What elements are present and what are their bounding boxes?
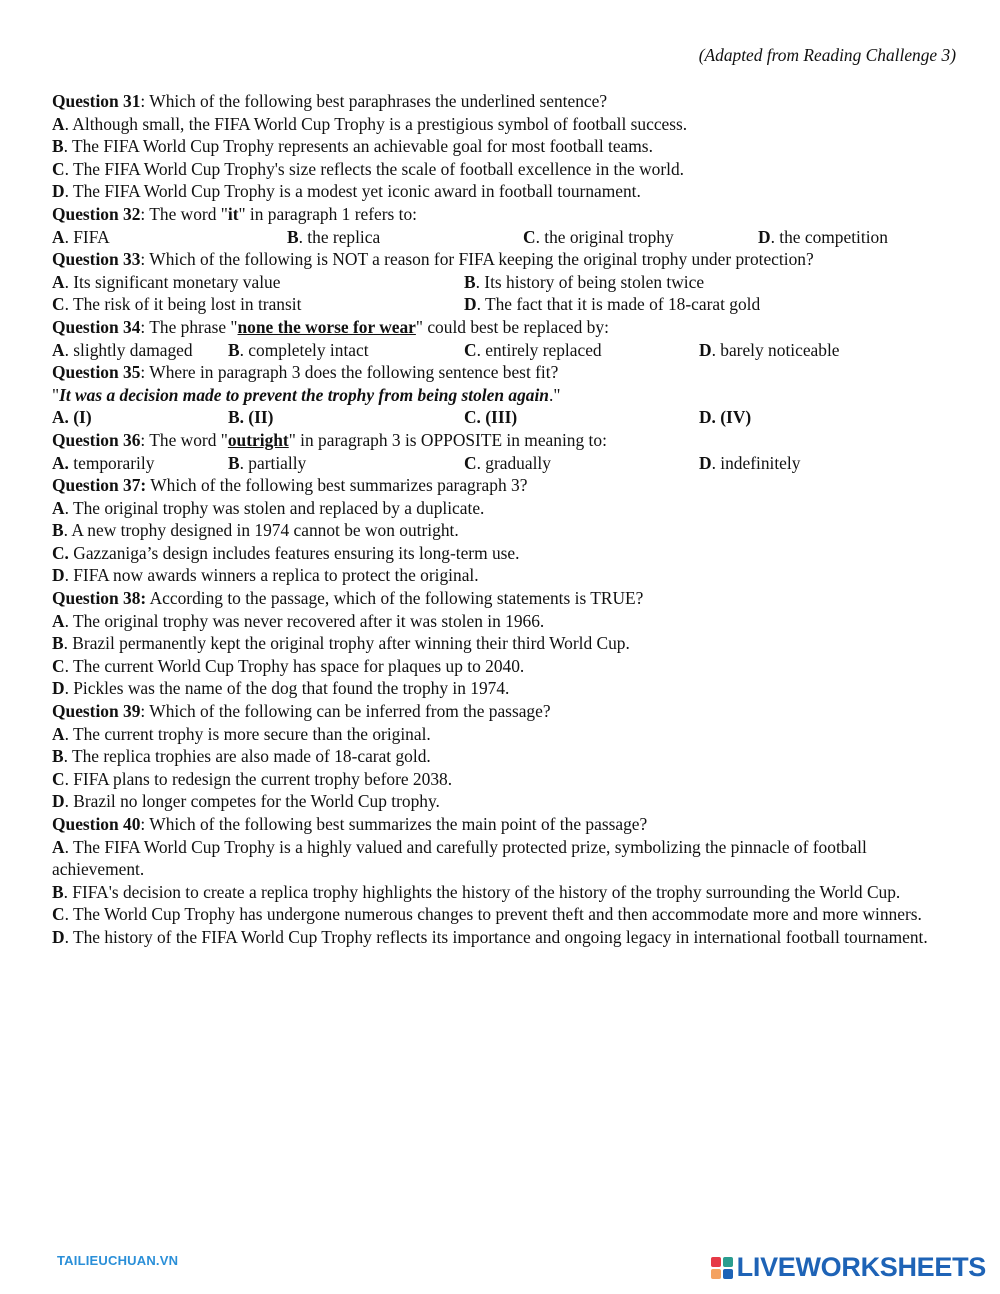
option[interactable]: A. The current trophy is more secure than the original.: [52, 723, 431, 744]
question-37: Question 37: Which of the following best summarizes paragraph 3?: [52, 475, 528, 496]
option[interactable]: C. gradually: [464, 452, 551, 473]
option[interactable]: D. FIFA now awards winners a replica to protect the original.: [52, 565, 479, 586]
option[interactable]: D. (IV): [699, 407, 752, 428]
option[interactable]: C. The current World Cup Trophy has space for plaques up to 2040.: [52, 655, 525, 676]
option[interactable]: B. FIFA's decision to create a replica trophy highlights the history of the history of the trophy surrounding the World Cup.: [52, 881, 901, 902]
source-citation: (Adapted from Reading Challenge 3): [698, 45, 956, 65]
option[interactable]: B. (II): [228, 407, 274, 428]
option[interactable]: B. The FIFA World Cup Trophy represents an achievable goal for most football teams.: [52, 136, 653, 157]
options-row: [52, 339, 952, 362]
options-row: [52, 452, 952, 475]
options-row: [52, 226, 952, 249]
option[interactable]: D. barely noticeable: [699, 339, 840, 360]
option[interactable]: D. The fact that it is made of 18-carat gold: [464, 294, 761, 315]
insert-sentence: "It was a decision made to prevent the trophy from being stolen again.": [52, 384, 561, 405]
option[interactable]: C. FIFA plans to redesign the current trophy before 2038.: [52, 768, 453, 789]
option[interactable]: A. FIFA: [52, 226, 110, 247]
option[interactable]: B. Its history of being stolen twice: [464, 271, 705, 292]
option[interactable]: C. the original trophy: [523, 226, 674, 247]
option[interactable]: C. Gazzaniga’s design includes features ensuring its long-term use.: [52, 542, 520, 563]
option[interactable]: A. (I): [52, 407, 92, 428]
tailieuchuan-logo: TAILIEUCHUAN.VN: [57, 1253, 179, 1268]
option[interactable]: B. completely intact: [228, 339, 369, 360]
option[interactable]: A. The FIFA World Cup Trophy is a highly valued and carefully protected prize, symbolizing the pinnacle of football achievement.: [52, 836, 867, 880]
option[interactable]: A. The original trophy was stolen and replaced by a duplicate.: [52, 497, 485, 518]
liveworksheets-logo: LIVEWORKSHEETS: [711, 1252, 986, 1283]
option[interactable]: A. Although small, the FIFA World Cup Trophy is a prestigious symbol of football success.: [52, 113, 688, 134]
questions-container: [52, 90, 952, 949]
option[interactable]: C. The World Cup Trophy has undergone numerous changes to prevent theft and then accommodate more and more winners.: [52, 904, 922, 925]
option[interactable]: D. Pickles was the name of the dog that found the trophy in 1974.: [52, 678, 510, 699]
option[interactable]: B. partially: [228, 452, 307, 473]
option[interactable]: C. (III): [464, 407, 518, 428]
question-36: Question 36: The word "outright" in paragraph 3 is OPPOSITE in meaning to:: [52, 429, 607, 450]
option[interactable]: D. Brazil no longer competes for the World Cup trophy.: [52, 791, 440, 812]
option[interactable]: C. The FIFA World Cup Trophy's size reflects the scale of football excellence in the world.: [52, 158, 685, 179]
question-34: Question 34: The phrase "none the worse for wear" could best be replaced by:: [52, 316, 609, 337]
option[interactable]: C. entirely replaced: [464, 339, 602, 360]
question-32: Question 32: The word "it" in paragraph 1 refers to:: [52, 203, 418, 224]
question-39: Question 39: Which of the following can be inferred from the passage?: [52, 701, 551, 722]
question-33: Question 33: Which of the following is NOT a reason for FIFA keeping the original trophy under protection?: [52, 249, 814, 270]
option[interactable]: B. A new trophy designed in 1974 cannot be won outright.: [52, 520, 459, 541]
option[interactable]: A. slightly damaged: [52, 339, 193, 360]
options-row: [52, 293, 952, 316]
option[interactable]: D. The FIFA World Cup Trophy is a modest yet iconic award in football tournament.: [52, 181, 641, 202]
option[interactable]: D. the competition: [758, 226, 888, 247]
question-40: Question 40: Which of the following best summarizes the main point of the passage?: [52, 814, 648, 834]
options-row: [52, 271, 952, 294]
option[interactable]: A. Its significant monetary value: [52, 271, 281, 292]
option[interactable]: B. Brazil permanently kept the original trophy after winning their third World Cup.: [52, 633, 630, 654]
option[interactable]: B. the replica: [287, 226, 381, 247]
liveworksheets-icon: [711, 1257, 733, 1279]
question-31: Question 31: Which of the following best paraphrases the underlined sentence?: [52, 91, 608, 111]
question-38: Question 38: According to the passage, which of the following statements is TRUE?: [52, 588, 644, 609]
option[interactable]: B. The replica trophies are also made of 18-carat gold.: [52, 746, 431, 767]
question-35: Question 35: Where in paragraph 3 does the following sentence best fit?: [52, 362, 559, 383]
option[interactable]: A. The original trophy was never recovered after it was stolen in 1966.: [52, 610, 545, 631]
option[interactable]: D. indefinitely: [699, 452, 801, 473]
option[interactable]: A. temporarily: [52, 452, 155, 473]
option[interactable]: D. The history of the FIFA World Cup Trophy reflects its importance and ongoing legacy in international football tournament.: [52, 926, 928, 947]
options-row: [52, 406, 952, 429]
option[interactable]: C. The risk of it being lost in transit: [52, 294, 302, 315]
